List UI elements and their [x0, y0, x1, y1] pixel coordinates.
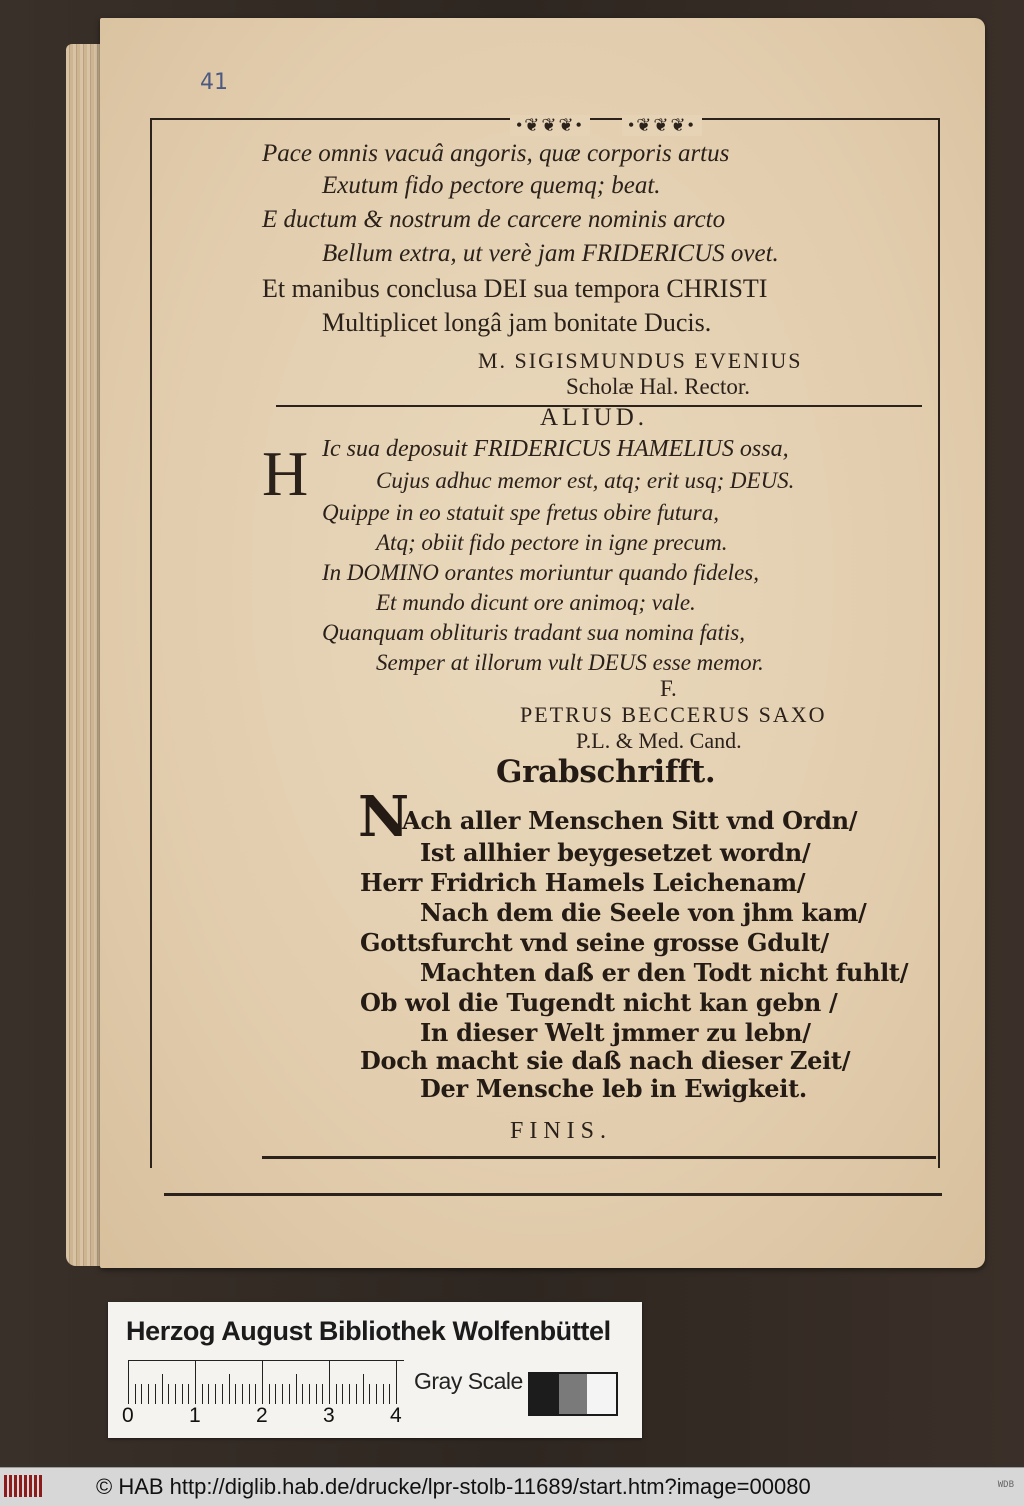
ruler-tick: [222, 1384, 223, 1404]
ruler-tick: [316, 1384, 317, 1404]
ruler-tick: [309, 1384, 310, 1404]
gray-swatch-light: [587, 1374, 616, 1414]
ruler-tick: [369, 1384, 370, 1404]
scale-number: 2: [256, 1404, 268, 1427]
ruler-tick: [289, 1384, 290, 1404]
ruler-tick: [356, 1384, 357, 1404]
ruler-tick: [296, 1374, 297, 1404]
poem2-line: Cujus adhuc memor est, atq; erit usq; DEUS.: [376, 468, 795, 493]
poem3-line: Ach aller Menschen Sitt vnd Ordn/: [402, 806, 858, 835]
ruler-tick: [188, 1384, 189, 1404]
scale-number: 0: [122, 1404, 134, 1427]
ruler-tick: [175, 1384, 176, 1404]
poem3-line: Nach dem die Seele von jhm kam/: [420, 898, 867, 927]
ruler-tick: [269, 1384, 270, 1404]
poem3-line: Ist allhier beygesetzet wordn/: [420, 838, 811, 867]
scale-number: 3: [323, 1404, 335, 1427]
finis: FINIS.: [510, 1118, 613, 1144]
poem3-line: In dieser Welt jmmer zu lebn/: [420, 1018, 811, 1047]
ruler-tick: [336, 1384, 337, 1404]
ruler-tick: [168, 1384, 169, 1404]
poem2-sign: F.: [660, 676, 677, 701]
ruler-tick: [363, 1374, 364, 1404]
footer-mark: WDB: [997, 1480, 1014, 1490]
ruler-tick: [376, 1384, 377, 1404]
poem2-heading: ALIUD.: [540, 404, 649, 431]
ruler-tick: [128, 1360, 129, 1404]
ruler-baseline: [128, 1360, 404, 1361]
poem2-author-title: P.L. & Med. Cand.: [576, 728, 742, 753]
scale-ruler: [128, 1360, 404, 1404]
poem3-line: Doch macht sie daß nach dieser Zeit/: [360, 1046, 851, 1075]
poem3-line: Ob wol die Tugendt nicht kan gebn /: [360, 988, 838, 1017]
ruler-tick: [202, 1384, 203, 1404]
poem2-line: Quippe in eo statuit spe fretus obire futura,: [322, 500, 719, 525]
gray-swatch-mid: [559, 1374, 588, 1414]
poem3-line: Der Mensche leb in Ewigkeit.: [420, 1074, 807, 1103]
ruler-tick: [262, 1360, 263, 1404]
ruler-tick: [162, 1374, 163, 1404]
ruler-tick: [249, 1384, 250, 1404]
poem2-line: Semper at illorum vult DEUS esse memor.: [376, 650, 764, 675]
gray-swatch-dark: [530, 1374, 559, 1414]
poem2-line: Et mundo dicunt ore animoq; vale.: [376, 590, 696, 615]
library-name: Herzog August Bibliothek Wolfenbüttel: [126, 1316, 611, 1346]
ruler-tick: [389, 1384, 390, 1404]
poem2-line: Atq; obiit fido pectore in igne precum.: [376, 530, 728, 555]
gray-scale-label: Gray Scale: [414, 1368, 523, 1394]
poem1-line: Et manibus conclusa DEI sua tempora CHRISTI: [262, 274, 768, 303]
ruler-tick: [135, 1384, 136, 1404]
ruler-tick: [302, 1384, 303, 1404]
poem3-dropcap: N: [358, 784, 410, 850]
frame-bottom-rule: [262, 1156, 936, 1159]
copyright-url[interactable]: © HAB http://diglib.hab.de/drucke/lpr-stolb-11689/start.htm?image=00080: [96, 1474, 811, 1499]
ruler-tick: [349, 1384, 350, 1404]
viewer-footer: [0, 1467, 1024, 1506]
poem2-line: Ic sua deposuit FRIDERICUS HAMELIUS ossa,: [322, 436, 789, 462]
ruler-tick: [242, 1384, 243, 1404]
ruler-tick: [383, 1384, 384, 1404]
poem2-dropcap: H: [262, 438, 309, 509]
hab-logo-icon: [4, 1475, 42, 1497]
library-label-card: [108, 1302, 642, 1438]
poem3-line: Gottsfurcht vnd seine grosse Gdult/: [360, 928, 829, 957]
poem2-author: PETRUS BECCERUS SAXO: [520, 702, 827, 727]
ornament-right: •❦❦❦•: [622, 115, 702, 136]
ruler-tick: [195, 1360, 196, 1404]
ruler-tick: [215, 1384, 216, 1404]
outer-bottom-rule: [164, 1193, 942, 1196]
ruler-tick: [208, 1384, 209, 1404]
ruler-tick: [396, 1360, 397, 1404]
scale-number: 4: [390, 1404, 402, 1427]
ruler-tick: [282, 1384, 283, 1404]
folio-mark: 41: [200, 70, 228, 95]
ruler-tick: [329, 1360, 330, 1404]
poem3-line: Machten daß er den Todt nicht fuhlt/: [420, 958, 909, 987]
poem1-line: E ductum & nostrum de carcere nominis arcto: [262, 206, 726, 233]
ruler-tick: [255, 1384, 256, 1404]
ruler-tick: [342, 1384, 343, 1404]
ruler-tick: [229, 1374, 230, 1404]
ruler-tick: [275, 1384, 276, 1404]
gray-scale-swatch: [528, 1372, 618, 1416]
poem3-heading: Grabschrifft.: [496, 754, 716, 790]
poem1-line: Bellum extra, ut verè jam FRIDERICUS ovet.: [322, 240, 779, 267]
poem1-line: Multiplicet longâ jam bonitate Ducis.: [322, 308, 712, 337]
ruler-tick: [235, 1384, 236, 1404]
poem1-line: Exutum fido pectore quemq; beat.: [322, 172, 661, 199]
ruler-tick: [182, 1384, 183, 1404]
poem3-line: Herr Fridrich Hamels Leichenam/: [360, 868, 806, 897]
ruler-tick: [148, 1384, 149, 1404]
poem1-author-title: Scholæ Hal. Rector.: [566, 374, 750, 399]
ruler-tick: [322, 1384, 323, 1404]
ornament-left: •❦❦❦•: [510, 115, 590, 136]
scale-number: 1: [189, 1404, 201, 1427]
poem2-line: Quanquam oblituris tradant sua nomina fatis,: [322, 620, 745, 645]
poem1-author: M. SIGISMUNDUS EVENIUS: [478, 348, 803, 373]
poem2-line: In DOMINO orantes moriuntur quando fideles,: [322, 560, 759, 585]
ruler-tick: [141, 1384, 142, 1404]
poem1-line: Pace omnis vacuâ angoris, quæ corporis artus: [262, 140, 730, 167]
ruler-tick: [155, 1384, 156, 1404]
